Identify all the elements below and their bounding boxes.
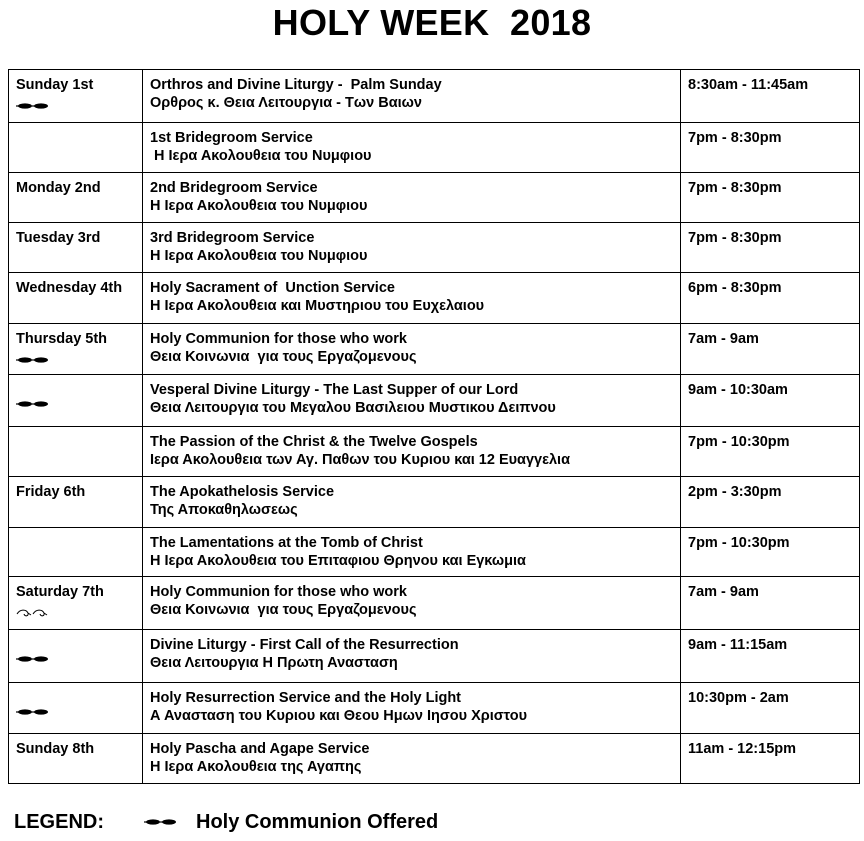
table-row <box>9 427 860 477</box>
communion-icon <box>16 396 135 414</box>
table-row <box>9 70 860 123</box>
day-label: Thursday 5th <box>16 331 108 347</box>
time-cell <box>681 427 860 477</box>
service-cell <box>143 273 681 324</box>
page-title: HOLY WEEK 2018 <box>272 2 592 43</box>
day-label: Sunday 1st <box>16 77 94 93</box>
table-row <box>9 630 860 683</box>
day-cell <box>9 324 143 375</box>
service-cell <box>143 324 681 375</box>
table-row <box>9 683 860 734</box>
service-name-greek: Της Αποκαθηλωσεως <box>150 502 298 518</box>
time-cell <box>681 683 860 734</box>
time-cell <box>681 324 860 375</box>
service-name-english: The Apokathelosis Service <box>150 484 335 500</box>
service-name-greek: Η Ιερα Ακολουθεια της Αγαπης <box>150 759 362 775</box>
time-cell <box>681 223 860 273</box>
service-time: 2pm - 3:30pm <box>688 484 782 500</box>
time-cell <box>681 70 860 123</box>
day-cell <box>9 734 143 784</box>
day-label: Friday 6th <box>16 484 86 500</box>
day-cell <box>9 223 143 273</box>
service-name-english: Holy Communion for those who work <box>150 331 407 347</box>
service-name-english: Vesperal Divine Liturgy - The Last Supper of our Lord <box>150 382 519 398</box>
service-name-greek: Θεια Κοινωνια για τους Εργαζομενους <box>150 349 417 365</box>
service-time: 7pm - 8:30pm <box>688 130 782 146</box>
service-name-greek: Η Ιερα Ακολουθεια και Μυστηριου του Ευχελαιου <box>150 298 485 314</box>
service-time: 7pm - 8:30pm <box>688 180 782 196</box>
time-cell <box>681 477 860 528</box>
service-name-english: Holy Resurrection Service and the Holy Light <box>150 690 462 706</box>
day-cell <box>9 577 143 630</box>
service-time: 9am - 10:30am <box>688 382 788 398</box>
day-cell <box>9 173 143 223</box>
table-row <box>9 173 860 223</box>
time-cell <box>681 375 860 427</box>
service-name-greek: Η Ιερα Ακολουθεια του Επιταφιου Θρηνου και Εγκωμια <box>150 553 526 569</box>
service-name-greek: Η Ιερα Ακολουθεια του Νυμφιου <box>150 148 372 164</box>
day-label: Wednesday 4th <box>16 280 123 296</box>
swirl-icon <box>16 605 135 623</box>
holy-week-schedule <box>8 69 860 784</box>
service-cell <box>143 427 681 477</box>
service-cell <box>143 734 681 784</box>
service-name-greek: Ορθρος κ. Θεια Λειτουργια - Των Βαιων <box>150 95 422 111</box>
legend-text: Holy Communion Offered <box>196 810 439 833</box>
table-row <box>9 123 860 173</box>
legend <box>14 808 438 836</box>
day-label: Tuesday 3rd <box>16 230 101 246</box>
service-cell <box>143 375 681 427</box>
service-cell <box>143 683 681 734</box>
service-name-english: 2nd Bridegroom Service <box>150 180 318 196</box>
day-cell <box>9 683 143 734</box>
service-name-english: The Lamentations at the Tomb of Christ <box>150 535 423 551</box>
time-cell <box>681 528 860 577</box>
day-cell <box>9 70 143 123</box>
day-label: Monday 2nd <box>16 180 101 196</box>
service-time: 7pm - 10:30pm <box>688 535 790 551</box>
service-time: 7am - 9am <box>688 584 759 600</box>
time-cell <box>681 123 860 173</box>
service-cell <box>143 630 681 683</box>
time-cell <box>681 734 860 784</box>
service-time: 7pm - 8:30pm <box>688 230 782 246</box>
service-cell <box>143 70 681 123</box>
day-cell <box>9 477 143 528</box>
service-name-greek: Θεια Κοινωνια για τους Εργαζομενους <box>150 602 417 618</box>
communion-icon <box>144 817 196 827</box>
table-row <box>9 734 860 784</box>
service-cell <box>143 477 681 528</box>
service-time: 6pm - 8:30pm <box>688 280 782 296</box>
service-name-english: Holy Communion for those who work <box>150 584 407 600</box>
service-time: 10:30pm - 2am <box>688 690 789 706</box>
service-name-english: Orthros and Divine Liturgy - Palm Sunday <box>150 77 442 93</box>
service-name-greek: Η Ιερα Ακολουθεια του Νυμφιου <box>150 198 368 214</box>
service-time: 7pm - 10:30pm <box>688 434 790 450</box>
communion-icon <box>16 651 135 669</box>
service-cell <box>143 223 681 273</box>
service-name-greek: Α Ανασταση του Κυριου και Θεου Ημων Ιησου Χριστου <box>150 708 528 724</box>
service-name-english: Holy Sacrament of Unction Service <box>150 280 395 296</box>
day-cell <box>9 528 143 577</box>
time-cell <box>681 273 860 324</box>
legend-label: LEGEND: <box>14 810 104 833</box>
service-name-greek: Θεια Λειτουργια του Μεγαλου Βασιλειου Μυστικου Δειπνου <box>150 400 556 416</box>
communion-icon <box>16 98 135 116</box>
communion-icon <box>16 352 135 370</box>
service-time: 11am - 12:15pm <box>688 741 797 757</box>
service-cell <box>143 173 681 223</box>
day-cell <box>9 123 143 173</box>
service-name-english: 3rd Bridegroom Service <box>150 230 315 246</box>
service-time: 7am - 9am <box>688 331 759 347</box>
service-name-english: The Passion of the Christ & the Twelve Gospels <box>150 434 478 450</box>
table-row <box>9 577 860 630</box>
time-cell <box>681 630 860 683</box>
service-name-english: 1st Bridegroom Service <box>150 130 313 146</box>
table-row <box>9 477 860 528</box>
day-cell <box>9 630 143 683</box>
day-label: Sunday 8th <box>16 741 95 757</box>
service-time: 9am - 11:15am <box>688 637 788 653</box>
day-cell <box>9 375 143 427</box>
time-cell <box>681 173 860 223</box>
communion-icon <box>16 704 135 722</box>
service-name-greek: Ιερα Ακολουθεια των Αγ. Παθων του Κυριου και 12 Ευαγγελια <box>150 452 570 468</box>
day-label: Saturday 7th <box>16 584 104 600</box>
service-cell <box>143 577 681 630</box>
table-row <box>9 273 860 324</box>
table-row <box>9 528 860 577</box>
time-cell <box>681 577 860 630</box>
day-cell <box>9 273 143 324</box>
service-name-english: Divine Liturgy - First Call of the Resurrection <box>150 637 459 653</box>
service-name-greek: Η Ιερα Ακολουθεια του Νυμφιου <box>150 248 368 264</box>
table-row <box>9 375 860 427</box>
service-name-greek: Θεια Λειτουργια Η Πρωτη Ανασταση <box>150 655 398 671</box>
service-cell <box>143 123 681 173</box>
service-time: 8:30am - 11:45am <box>688 77 809 93</box>
table-row <box>9 324 860 375</box>
service-cell <box>143 528 681 577</box>
service-name-english: Holy Pascha and Agape Service <box>150 741 370 757</box>
table-row <box>9 223 860 273</box>
day-cell <box>9 427 143 477</box>
